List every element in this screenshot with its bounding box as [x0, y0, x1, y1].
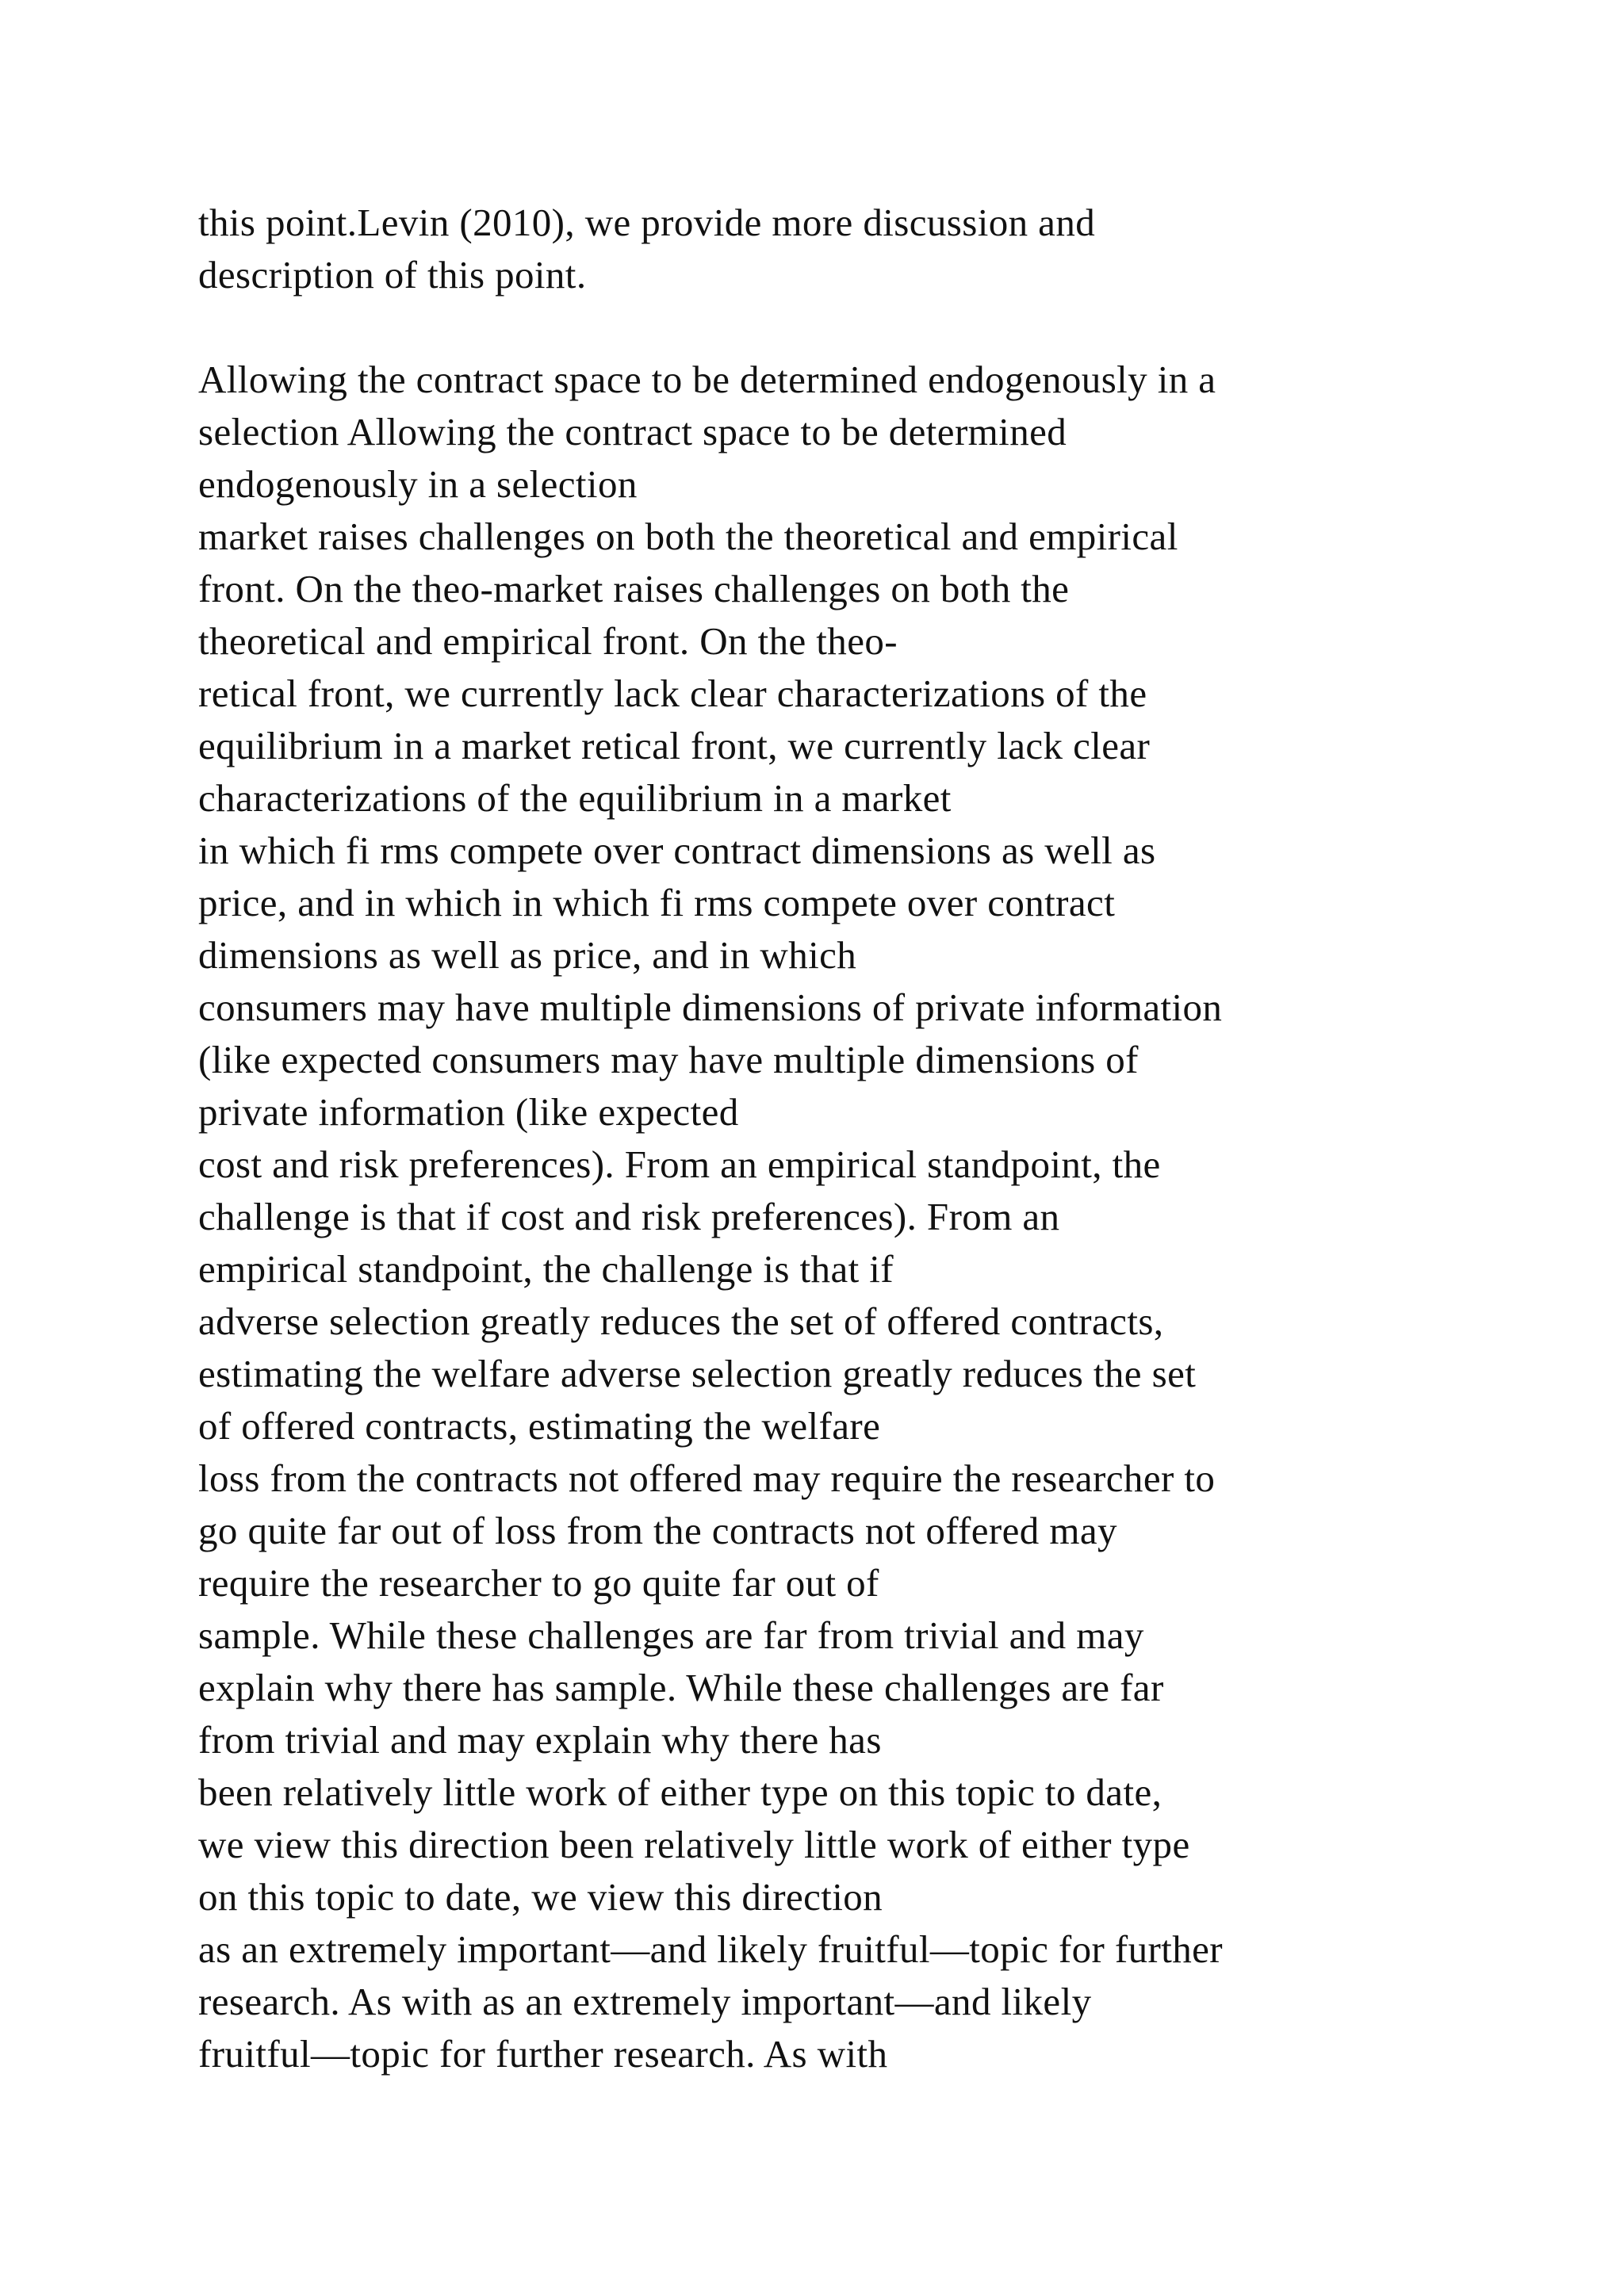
- text-line: estimating the welfare adverse selection greatly reduces the set: [198, 1352, 1197, 1395]
- text-line: equilibrium in a market retical front, we currently lack clear: [198, 724, 1151, 767]
- text-line: as an extremely important—and likely fruitful—topic for further: [198, 1927, 1223, 1971]
- text-line: cost and risk preferences). From an empirical standpoint, the: [198, 1142, 1161, 1186]
- text-line: fruitful—topic for further research. As with: [198, 2032, 888, 2076]
- text-line: consumers may have multiple dimensions of private information: [198, 985, 1223, 1029]
- text-line: from trivial and may explain why there has: [198, 1718, 882, 1762]
- text-line: front. On the theo-market raises challenges on both the: [198, 567, 1070, 610]
- text-line: empirical standpoint, the challenge is that if: [198, 1247, 894, 1291]
- text-line: explain why there has sample. While these challenges are far: [198, 1666, 1164, 1709]
- text-line: market raises challenges on both the theoretical and empirical: [198, 515, 1178, 558]
- text-line: theoretical and empirical front. On the theo-: [198, 619, 898, 663]
- text-line: private information (like expected: [198, 1090, 739, 1134]
- text-line: Allowing the contract space to be determined endogenously in a: [198, 358, 1216, 401]
- text-line: adverse selection greatly reduces the set of offered contracts,: [198, 1299, 1164, 1343]
- text-line: been relatively little work of either type on this topic to date,: [198, 1770, 1162, 1814]
- text-line: require the researcher to go quite far out of: [198, 1561, 879, 1605]
- text-line: of offered contracts, estimating the welfare: [198, 1404, 881, 1448]
- document-body: [198, 197, 1467, 2080]
- text-line: selection Allowing the contract space to be determined: [198, 410, 1067, 453]
- paragraph-gap: [198, 301, 1467, 354]
- text-line: on this topic to date, we view this direction: [198, 1875, 883, 1919]
- text-line: endogenously in a selection: [198, 462, 638, 506]
- text-line: go quite far out of loss from the contracts not offered may: [198, 1509, 1117, 1552]
- text-line: research. As with as an extremely important—and likely: [198, 1980, 1092, 2023]
- text-line: in which fi rms compete over contract dimensions as well as: [198, 828, 1156, 872]
- text-line: retical front, we currently lack clear characterizations of the: [198, 672, 1147, 715]
- text-line: challenge is that if cost and risk preferences). From an: [198, 1195, 1060, 1238]
- paragraph-2: [198, 354, 1467, 2080]
- text-line: loss from the contracts not offered may require the researcher to: [198, 1456, 1216, 1500]
- text-line: sample. While these challenges are far from trivial and may: [198, 1613, 1144, 1657]
- text-line: this point.Levin (2010), we provide more discussion and: [198, 201, 1096, 244]
- text-line: (like expected consumers may have multiple dimensions of: [198, 1038, 1139, 1081]
- text-line: price, and in which in which fi rms compete over contract: [198, 881, 1116, 924]
- text-line: dimensions as well as price, and in which: [198, 933, 857, 977]
- paragraph-1: [198, 197, 1467, 301]
- text-line: we view this direction been relatively little work of either type: [198, 1823, 1190, 1866]
- text-line: description of this point.: [198, 253, 587, 297]
- text-line: characterizations of the equilibrium in a market: [198, 776, 952, 820]
